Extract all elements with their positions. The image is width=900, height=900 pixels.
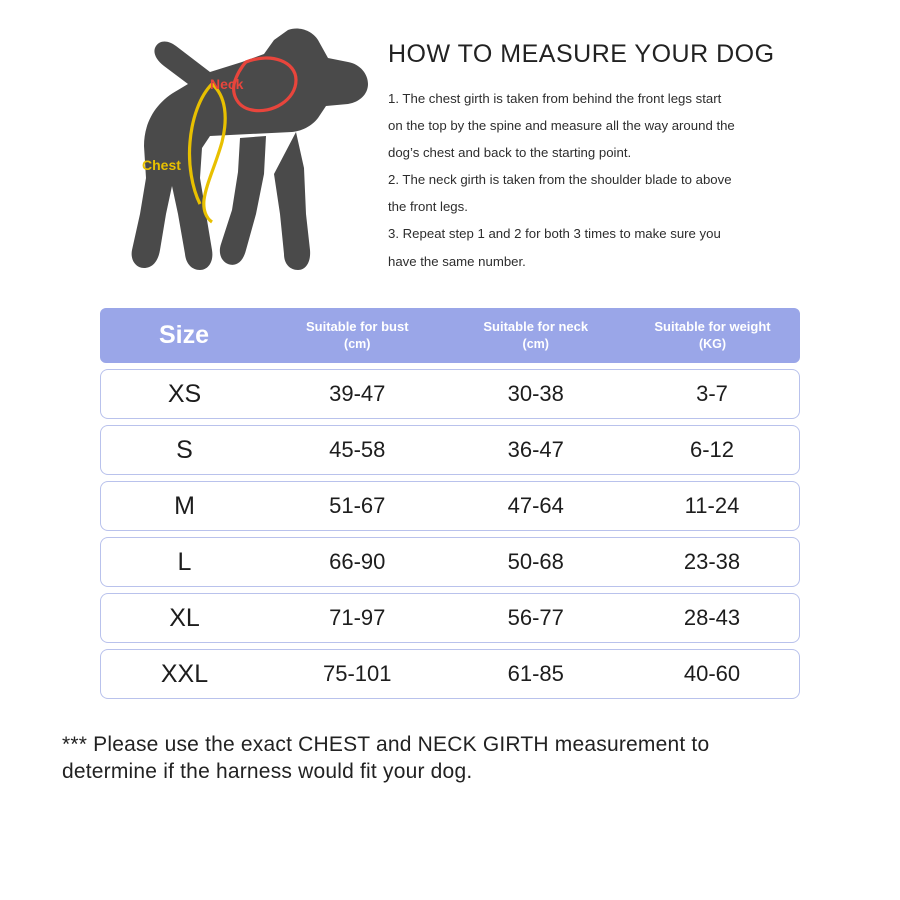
cell-size: M (100, 481, 268, 531)
cell-weight: 6-12 (625, 425, 800, 475)
cell-neck: 56-77 (447, 593, 626, 643)
size-table (100, 302, 800, 705)
table-header-row (100, 308, 800, 363)
cell-bust: 71-97 (268, 593, 447, 643)
cell-bust: 51-67 (268, 481, 447, 531)
instruction-line: 2. The neck girth is taken from the shoulder blade to above (388, 172, 732, 188)
cell-bust: 75-101 (268, 649, 447, 699)
footnote-line-1: *** Please use the exact CHEST and NECK GIRTH measurement to (62, 733, 710, 757)
instructions-title: HOW TO MEASURE YOUR DOG (388, 40, 775, 68)
instruction-line: 1. The chest girth is taken from behind the front legs start (388, 91, 722, 106)
footnote (0, 705, 900, 786)
instruction-line: dog’s chest and back to the starting point. (388, 145, 632, 161)
cell-size: L (100, 537, 268, 587)
header-weight-label: Suitable for weight (654, 319, 771, 334)
cell-neck: 36-47 (447, 425, 626, 475)
header-neck-unit: (cm) (522, 336, 549, 351)
header-size (100, 308, 268, 363)
top-section (0, 0, 900, 288)
header-neck-label: Suitable for neck (483, 319, 589, 334)
cell-neck: 61-85 (447, 649, 626, 699)
cell-bust: 45-58 (268, 425, 447, 475)
table-row (100, 425, 800, 475)
cell-neck: 50-68 (447, 537, 626, 587)
cell-weight: 3-7 (625, 369, 800, 419)
cell-weight: 28-43 (625, 593, 800, 643)
instruction-line: on the top by the spine and measure all the way around the (388, 118, 735, 134)
footnote-line-2: determine if the harness would fit your dog. (62, 760, 473, 784)
cell-weight: 23-38 (625, 537, 800, 587)
header-size-label: Size (158, 321, 210, 350)
dog-silhouette-icon (60, 18, 380, 288)
header-bust-unit: (cm) (344, 336, 371, 351)
table-row (100, 369, 800, 419)
chest-label: Chest (142, 157, 181, 173)
instructions-block (380, 18, 860, 288)
table-row (100, 537, 800, 587)
cell-size: XXL (100, 649, 268, 699)
instruction-line: the front legs. (388, 199, 468, 215)
table-row (100, 481, 800, 531)
header-bust (268, 308, 447, 363)
instruction-line: 3. Repeat step 1 and 2 for both 3 times to make sure you (388, 226, 721, 242)
size-table-area (0, 288, 900, 705)
cell-neck: 47-64 (447, 481, 626, 531)
cell-weight: 11-24 (625, 481, 800, 531)
header-weight (625, 308, 800, 363)
cell-bust: 66-90 (268, 537, 447, 587)
header-weight-unit: (KG) (698, 336, 727, 351)
header-neck (447, 308, 626, 363)
cell-bust: 39-47 (268, 369, 447, 419)
dog-measurement-diagram (60, 18, 380, 288)
header-bust-label: Suitable for bust (305, 319, 409, 334)
table-row (100, 649, 800, 699)
neck-label: Neck (210, 76, 244, 92)
table-row (100, 593, 800, 643)
cell-weight: 40-60 (625, 649, 800, 699)
cell-size: XS (100, 369, 268, 419)
cell-size: XL (100, 593, 268, 643)
cell-neck: 30-38 (447, 369, 626, 419)
cell-size: S (100, 425, 268, 475)
instruction-line: have the same number. (388, 253, 526, 269)
